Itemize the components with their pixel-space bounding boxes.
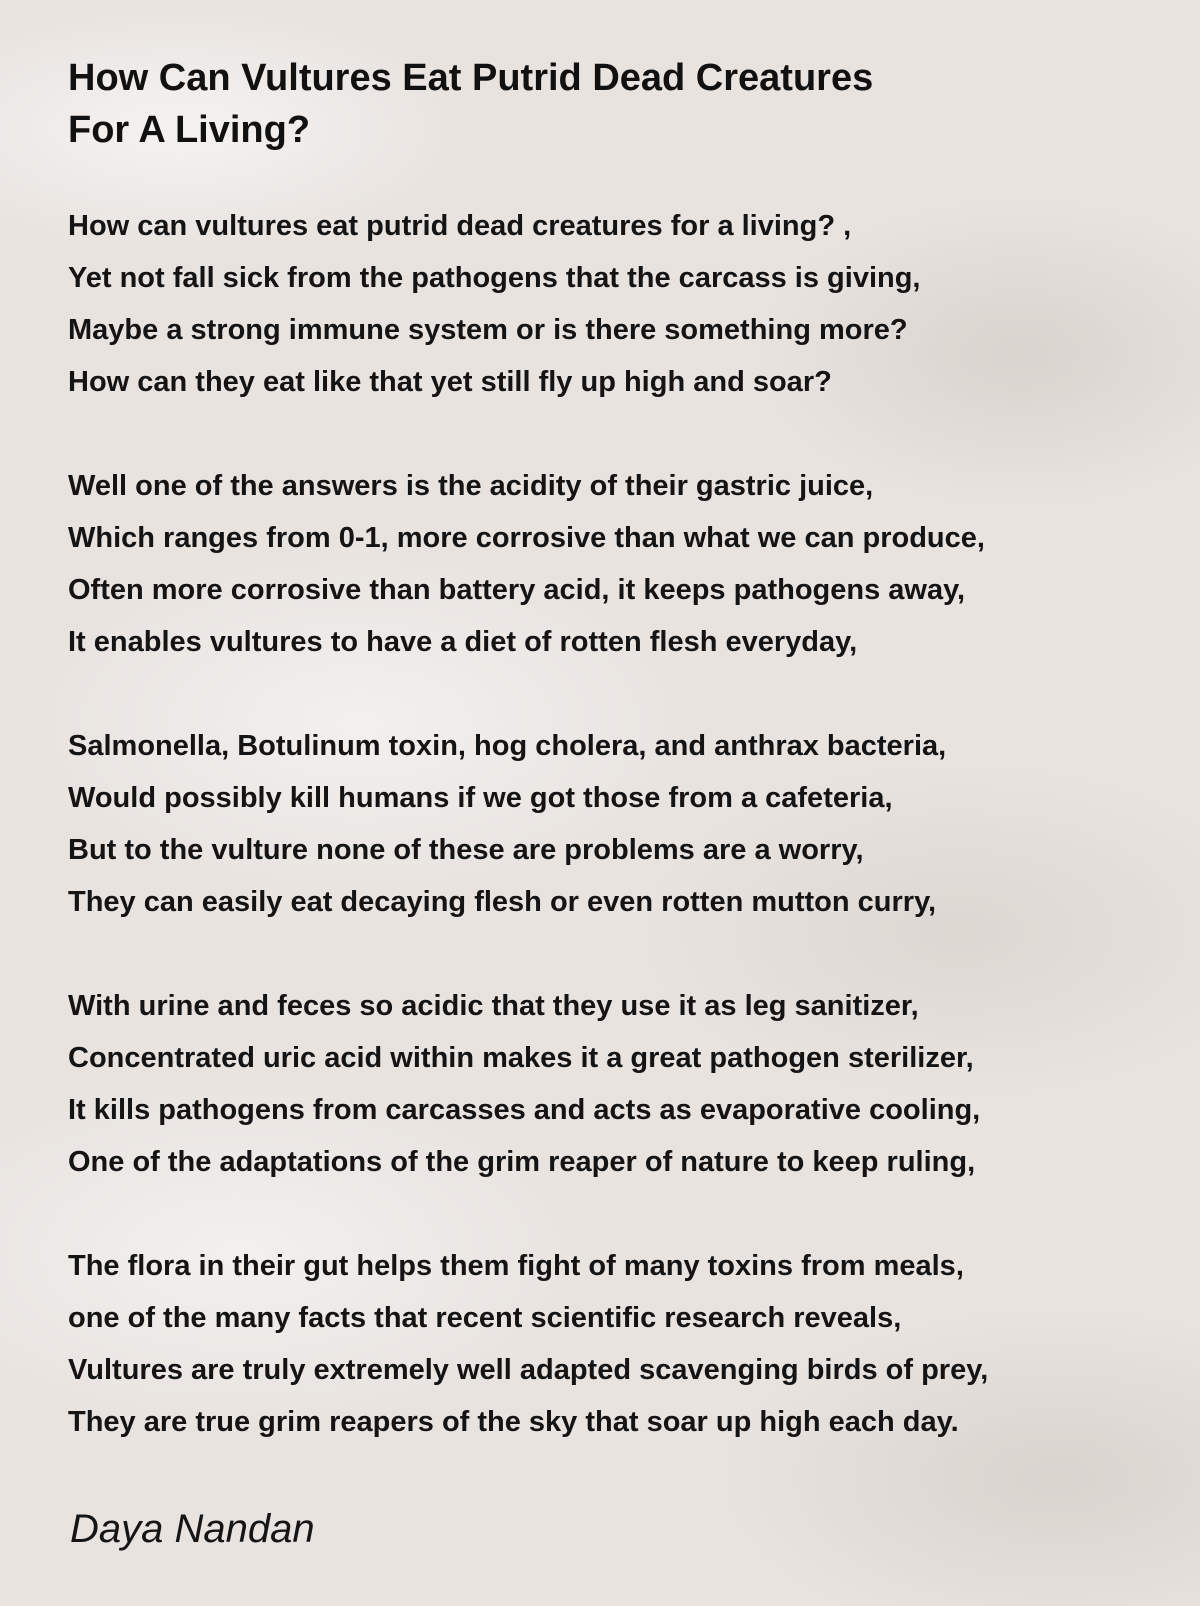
- stanza-4: [68, 980, 1178, 1188]
- poem-line: It kills pathogens from carcasses and acts as evaporative cooling,: [68, 1094, 981, 1126]
- poem-line: Yet not fall sick from the pathogens that the carcass is giving,: [68, 262, 921, 294]
- poem-line: Often more corrosive than battery acid, it keeps pathogens away,: [68, 574, 966, 606]
- poem-line: The flora in their gut helps them fight of many toxins from meals,: [68, 1250, 964, 1282]
- poem-line: Maybe a strong immune system or is there something more?: [68, 314, 908, 346]
- poem-line: How can vultures eat putrid dead creatures for a living? ,: [68, 210, 852, 242]
- stanza-2: [68, 460, 1178, 668]
- poem-line: With urine and feces so acidic that they use it as leg sanitizer,: [68, 990, 919, 1022]
- poem-title: [68, 52, 1068, 156]
- poem-line: They are true grim reapers of the sky that soar up high each day.: [68, 1406, 959, 1438]
- poem-line: But to the vulture none of these are problems are a worry,: [68, 834, 864, 866]
- poem-line: One of the adaptations of the grim reaper of nature to keep ruling,: [68, 1146, 976, 1178]
- author-name: Daya Nandan: [70, 1507, 315, 1551]
- poem-line: Which ranges from 0-1, more corrosive than what we can produce,: [68, 522, 985, 554]
- poem-line: How can they eat like that yet still fly up high and soar?: [68, 366, 832, 398]
- poem-title-line-2: For A Living?: [68, 109, 311, 151]
- poem-line: Concentrated uric acid within makes it a great pathogen sterilizer,: [68, 1042, 974, 1074]
- poem-line: It enables vultures to have a diet of rotten flesh everyday,: [68, 626, 858, 658]
- poem-line: They can easily eat decaying flesh or even rotten mutton curry,: [68, 886, 937, 918]
- poem-body: [68, 200, 1178, 1500]
- poem-line: Vultures are truly extremely well adapted scavenging birds of prey,: [68, 1354, 989, 1386]
- poem-line: one of the many facts that recent scientific research reveals,: [68, 1302, 902, 1334]
- poem-line: Well one of the answers is the acidity of their gastric juice,: [68, 470, 874, 502]
- poem-title-line-1: How Can Vultures Eat Putrid Dead Creatures: [68, 57, 874, 99]
- stanza-1: [68, 200, 1178, 408]
- stanza-5: [68, 1240, 1178, 1448]
- stanza-3: [68, 720, 1178, 928]
- poem-line: Salmonella, Botulinum toxin, hog cholera, and anthrax bacteria,: [68, 730, 947, 762]
- poem-line: Would possibly kill humans if we got those from a cafeteria,: [68, 782, 893, 814]
